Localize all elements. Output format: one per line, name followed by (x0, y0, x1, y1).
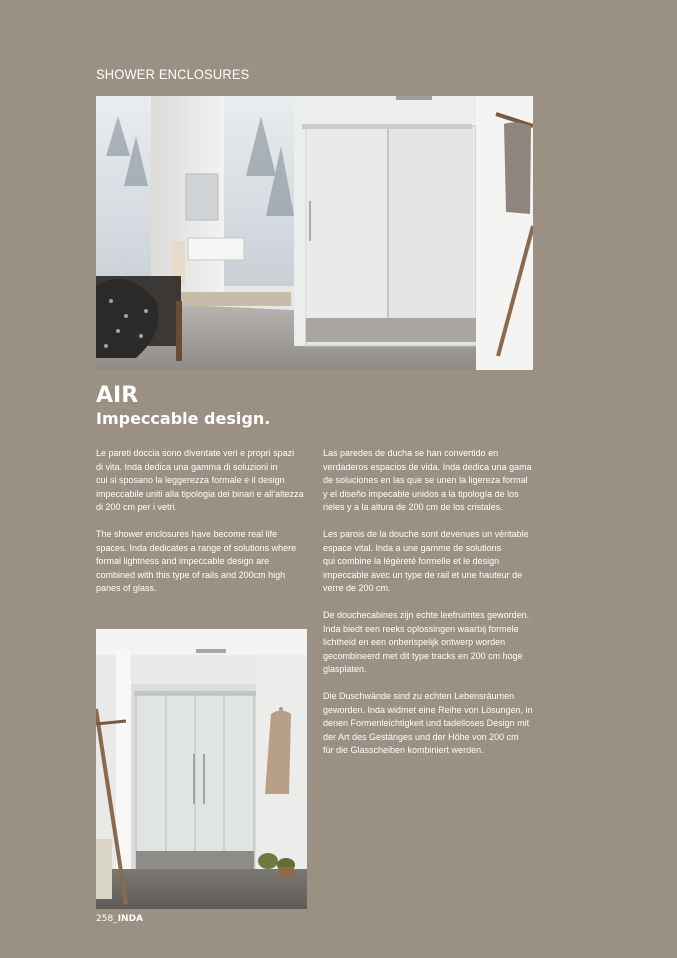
description-spanish: Las paredes de ducha se han convertido en verdaderos espacios de vida. Inda dedica una gama de soluciones en las que se unen la ligereza formal y el diseño impecable unidos a la tipología de los rieles y a la altura de 200 cm de los cristales. (323, 448, 532, 512)
product-name: AIR (96, 383, 139, 408)
page-footer (96, 914, 143, 924)
shower-enclosure-photo-bottom (96, 629, 307, 909)
section-title: SHOWER ENCLOSURES (96, 66, 250, 82)
description-dutch: De douchecabines zijn echte leefruimtes geworden. Inda biedt een reeks oplossingen waarbij formele lichtheid en een onberispelijk ontwerp worden gecombineerd met dit type tracks en 200 cm hoge glasplaten. (323, 610, 530, 674)
footer-brand: INDA (117, 914, 144, 924)
description-german: Die Duschwände sind zu echten Lebensräumen geworden. Inda widmet eine Reihe von Lösungen, in denen Formenleichtigkeit und tadelloses Design mit der Art des Gestänges und der Höhe von 200 cm für die Glasscheiben kombiniert werden. (323, 691, 533, 755)
description-french: Les parois de la douche sont devenues un véritable espace vital. Inda a une gamme de solutions qui combine la légèreté formelle et le design impeccable avec un type de rail et une hauteur de verre de 200 cm. (323, 529, 529, 593)
shower-enclosure-photo-top (96, 96, 533, 370)
description-italian: Le pareti doccia sono diventate veri e propri spazi di vita. Inda dedica una gamma di soluzioni in cui si sposano la leggerezza formale e il design impeccabile uniti alla tipologia dei binari e all’altezza di 200 cm per i vetri. (96, 448, 304, 512)
page-number: 258_ (96, 914, 118, 924)
text-column-right (323, 447, 538, 771)
description-english: The shower enclosures have become real life spaces. Inda dedicates a range of solutions where formal lightness and impeccable design are combined with this type of rails and 200cm high panes of glass. (96, 529, 297, 593)
text-column-left (96, 447, 311, 609)
product-tagline: Impeccable design. (96, 409, 271, 428)
